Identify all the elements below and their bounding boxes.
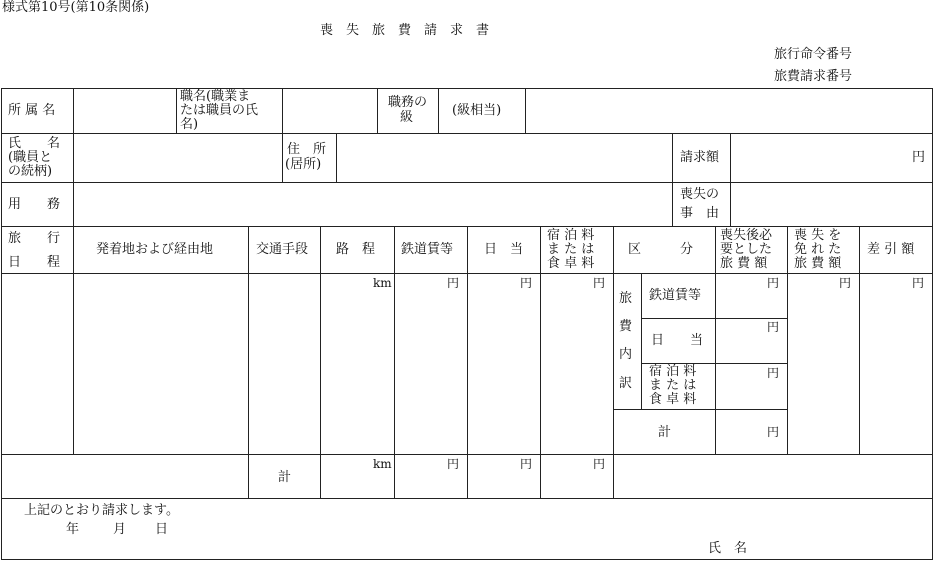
breakdown-subtotal-yen-unit: 円 [767,425,780,439]
business-label: 用 務 [8,197,61,212]
claim-statement: 上記のとおり請求します。 [24,503,179,518]
loss-reason-label-line1: 喪失の [680,187,720,202]
needed-amount-header-line3: 旅 費 額 [720,256,768,271]
breakdown-label-char3: 内 [619,347,633,362]
daily-allowance-yen-unit: 円 [520,276,533,290]
rail-fare-yen-unit: 円 [447,276,460,290]
spared-amount-header-line2: 免 れ た [794,242,842,257]
spared-amount-header-line1: 喪 失 を [794,228,842,243]
transport-header: 交通手段 [256,242,309,257]
distance-header: 路 程 [336,242,376,257]
needed-amount-header-line2: 要とした [720,242,773,257]
breakdown-subtotal-label: 計 [658,425,672,440]
grade-equivalent-label: (級相当) [452,103,502,118]
name-label-line2: (職員と [8,150,53,165]
route-header: 発着地および経由地 [96,242,214,257]
breakdown-label-char4: 訳 [619,376,633,391]
needed-amount-header-line1: 喪失後必 [720,228,773,243]
breakdown-label-char2: 費 [619,319,633,334]
rail-fare-header: 鉄道賃等 [401,242,454,257]
grade-label-line1: 職務の [388,95,428,110]
total-daily-yen-unit: 円 [520,457,533,471]
claim-number-label: 旅費請求番号 [774,69,853,84]
affiliation-label: 所 属 名 [8,103,56,118]
breakdown-daily-yen-unit: 円 [767,320,780,334]
needed-amount-yen-unit: 円 [767,276,780,290]
position-label-line2: たは職員の氏 [180,103,259,118]
breakdown-lodging-line3: 食 卓 料 [649,392,697,407]
grade-label-line2: 級 [400,110,414,125]
form-number: 様式第10号(第10条関係) [2,0,150,15]
lodging-header-line2: ま た は [547,242,595,257]
daily-allowance-header: 日 当 [484,242,524,257]
address-label-line2: (居所) [285,157,322,172]
total-label: 計 [278,470,292,485]
spared-amount-yen-unit: 円 [839,276,852,290]
lodging-yen-unit: 円 [593,276,606,290]
form-title: 喪 失 旅 費 請 求 書 [320,23,490,38]
name-label-line3: の続柄) [8,164,53,179]
breakdown-label-char1: 旅 [619,291,633,306]
claim-amount-yen-unit: 円 [912,150,926,165]
breakdown-rail-label: 鉄道賃等 [649,288,702,303]
address-label-line1: 住 所 [287,142,327,157]
distance-km-unit: km [373,276,392,290]
breakdown-lodging-line1: 宿 泊 料 [649,364,697,379]
total-lodging-yen-unit: 円 [593,457,606,471]
spared-amount-header-line3: 旅 費 額 [794,256,842,271]
date-year-label: 年 [66,522,80,537]
date-day-label: 日 [155,522,169,537]
travel-schedule-label-line1: 旅 行 [8,231,61,246]
total-km-unit: km [373,457,392,471]
difference-header: 差 引 額 [867,242,915,257]
position-label-line3: 名) [180,117,199,132]
lodging-header-line3: 食 卓 料 [547,256,595,271]
breakdown-lodging-line2: ま た は [649,378,697,393]
breakdown-lodging-yen-unit: 円 [767,366,780,380]
travel-schedule-label-line2: 日 程 [8,255,61,270]
name-label-line1: 氏 名 [8,136,61,151]
signature-name-label: 氏 名 [708,541,748,556]
claim-amount-label: 請求額 [680,150,720,165]
order-number-label: 旅行命令番号 [774,47,853,62]
position-label-line1: 職名(職業ま [180,89,251,104]
breakdown-daily-label: 日 当 [651,333,704,348]
date-month-label: 月 [113,522,127,537]
lodging-header-line1: 宿 泊 料 [547,228,595,243]
loss-reason-label-line2: 事 由 [680,206,720,221]
difference-yen-unit: 円 [912,276,925,290]
total-rail-yen-unit: 円 [447,457,460,471]
category-header: 区 分 [628,242,694,257]
